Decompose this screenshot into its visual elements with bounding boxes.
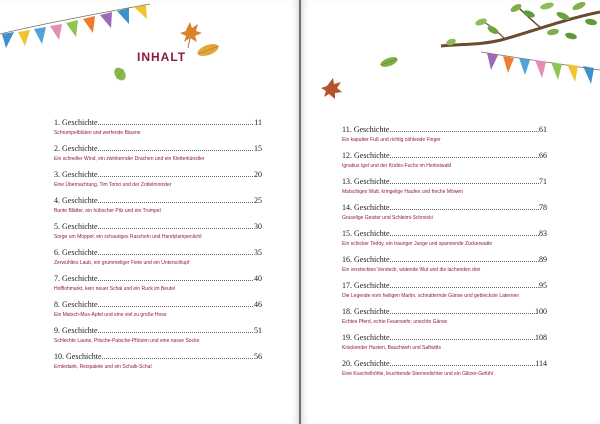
dot-leader <box>102 352 254 362</box>
dot-leader <box>98 300 254 310</box>
toc-entry[interactable] <box>54 248 262 267</box>
toc-entry[interactable] <box>342 281 547 300</box>
dot-leader <box>390 229 539 239</box>
toc-entry[interactable] <box>54 196 262 215</box>
left-page <box>0 0 299 424</box>
entry-page-number: 30 <box>254 222 262 231</box>
entry-page-number: 15 <box>254 144 262 153</box>
entry-label: 1. Geschichte <box>54 118 98 127</box>
entry-label: 5. Geschichte <box>54 222 98 231</box>
entry-subtitle: Kräckender Husten, Bauchweh und Saftwitts <box>342 345 441 351</box>
entry-page-number: 100 <box>535 307 547 316</box>
entry-page-number: 20 <box>254 170 262 179</box>
entry-subtitle: Ein Matsch-Mus-Apfel und eine viel zu große Hose <box>54 312 167 318</box>
toc-entry[interactable] <box>342 151 547 170</box>
toc-entry[interactable] <box>54 222 262 241</box>
toc-list-left <box>0 0 299 424</box>
toc-entry[interactable] <box>342 203 547 222</box>
entry-subtitle: Schrumpelblüten und werfende Bäume <box>54 130 141 136</box>
toc-entry[interactable] <box>54 170 262 189</box>
dot-leader <box>390 203 539 213</box>
dot-leader <box>98 326 254 336</box>
entry-subtitle: Schlechte Laune, Pitsche-Patsche-Pfützen und eine nasse Socke <box>54 338 200 344</box>
dot-leader <box>98 196 254 206</box>
entry-subtitle: Hofflohmarkt, kein neuer Schal und ein Ruck im Beutel <box>54 286 176 292</box>
entry-page-number: 40 <box>254 274 262 283</box>
dot-leader <box>98 170 254 180</box>
entry-subtitle: Gruselige Geister und Schleimi-Schnecki <box>342 215 433 221</box>
dot-leader <box>389 125 539 135</box>
toc-entry[interactable] <box>54 352 262 371</box>
entry-label: 18. Geschichte <box>342 307 390 316</box>
entry-page-number: 61 <box>539 125 547 134</box>
toc-list-right <box>301 0 600 424</box>
entry-label: 8. Geschichte <box>54 300 98 309</box>
entry-label: 7. Geschichte <box>54 274 98 283</box>
right-page <box>301 0 600 424</box>
entry-subtitle: Sorge um Moppel, ein schauriges Rascheln und Handylampenlicht <box>54 234 202 240</box>
entry-page-number: 11 <box>254 118 262 127</box>
entry-label: 14. Geschichte <box>342 203 390 212</box>
entry-label: 9. Geschichte <box>54 326 98 335</box>
dot-leader <box>390 307 535 317</box>
dot-leader <box>98 274 254 284</box>
dot-leader <box>98 248 254 258</box>
entry-subtitle: Ein schicker Teddy, ein trauriger Junge und spannende Zuckerwatte <box>342 241 493 247</box>
entry-label: 4. Geschichte <box>54 196 98 205</box>
entry-subtitle: Zerwühltes Laub, ein grummeliger Fiete und ein Unterschlupf <box>54 260 190 266</box>
toc-entry[interactable] <box>342 125 547 144</box>
entry-label: 17. Geschichte <box>342 281 390 290</box>
entry-page-number: 51 <box>254 326 262 335</box>
entry-page-number: 89 <box>539 255 547 264</box>
entry-subtitle: Eine Übernachtung, Tim Tomo und der Zottelmonster <box>54 182 172 188</box>
entry-page-number: 71 <box>539 177 547 186</box>
entry-label: 20. Geschichte <box>342 359 390 368</box>
entry-page-number: 46 <box>254 300 262 309</box>
entry-subtitle: Eine Kuschelhöhle, leuchtende Sternenlichter und ein Glitzer-Gefühl <box>342 371 493 377</box>
dot-leader <box>390 359 536 369</box>
dot-leader <box>98 144 254 154</box>
toc-entry[interactable] <box>342 333 547 352</box>
toc-entry[interactable] <box>342 255 547 274</box>
entry-label: 3. Geschichte <box>54 170 98 179</box>
dot-leader <box>98 118 255 128</box>
entry-subtitle: Erntedank, Reispalete und ein Schalk-Schal <box>54 364 152 370</box>
toc-entry[interactable] <box>342 307 547 326</box>
toc-entry[interactable] <box>54 144 262 163</box>
toc-entry[interactable] <box>342 177 547 196</box>
entry-page-number: 35 <box>254 248 262 257</box>
entry-page-number: 95 <box>539 281 547 290</box>
dot-leader <box>390 333 535 343</box>
toc-entry[interactable] <box>54 326 262 345</box>
entry-label: 2. Geschichte <box>54 144 98 153</box>
toc-title: INHALT <box>137 50 187 64</box>
entry-subtitle: Ein schneller Wind, ein zwinkernder Drachen und ein Kletterkünstler <box>54 156 205 162</box>
entry-label: 10. Geschichte <box>54 352 102 361</box>
entry-subtitle: Die Legende vom heiligen Martin, schnatternde Gänse und gebleckste Laternen <box>342 293 520 299</box>
dot-leader <box>390 281 539 291</box>
entry-subtitle: Ein kaputter Fuß und richtig zählende Finger <box>342 137 441 143</box>
toc-entry[interactable] <box>54 274 262 293</box>
dot-leader <box>390 177 539 187</box>
entry-page-number: 66 <box>539 151 547 160</box>
dot-leader <box>98 222 254 232</box>
toc-entry[interactable] <box>342 229 547 248</box>
entry-subtitle: Bunte Blätter, ein hübscher Pilz und ein Trompel <box>54 208 161 214</box>
entry-page-number: 108 <box>535 333 547 342</box>
entry-label: 19. Geschichte <box>342 333 390 342</box>
entry-label: 16. Geschichte <box>342 255 390 264</box>
entry-page-number: 78 <box>539 203 547 212</box>
toc-entry[interactable] <box>342 359 547 378</box>
entry-page-number: 114 <box>535 359 547 368</box>
entry-label: 15. Geschichte <box>342 229 390 238</box>
toc-entry[interactable] <box>54 118 262 137</box>
dot-leader <box>390 151 539 161</box>
entry-subtitle: Matschiges Watt, kringelige Haufen und freche Möwen <box>342 189 463 195</box>
entry-page-number: 83 <box>539 229 547 238</box>
entry-subtitle: Echtes Pferd, echte Feuerwehr, unechte Gänse <box>342 319 448 325</box>
entry-label: 6. Geschichte <box>54 248 98 257</box>
entry-label: 11. Geschichte <box>342 125 390 134</box>
toc-entry[interactable] <box>54 300 262 319</box>
entry-page-number: 25 <box>254 196 262 205</box>
dot-leader <box>390 255 539 265</box>
entry-label: 12. Geschichte <box>342 151 390 160</box>
entry-subtitle: Ein verstecktes Versteck, wütende Wut und die lachenden drei <box>342 267 481 273</box>
entry-subtitle: Ignatius Igel und der Kürbis-Fuchs im Herbstwald <box>342 163 452 169</box>
entry-page-number: 56 <box>254 352 262 361</box>
entry-label: 13. Geschichte <box>342 177 390 186</box>
